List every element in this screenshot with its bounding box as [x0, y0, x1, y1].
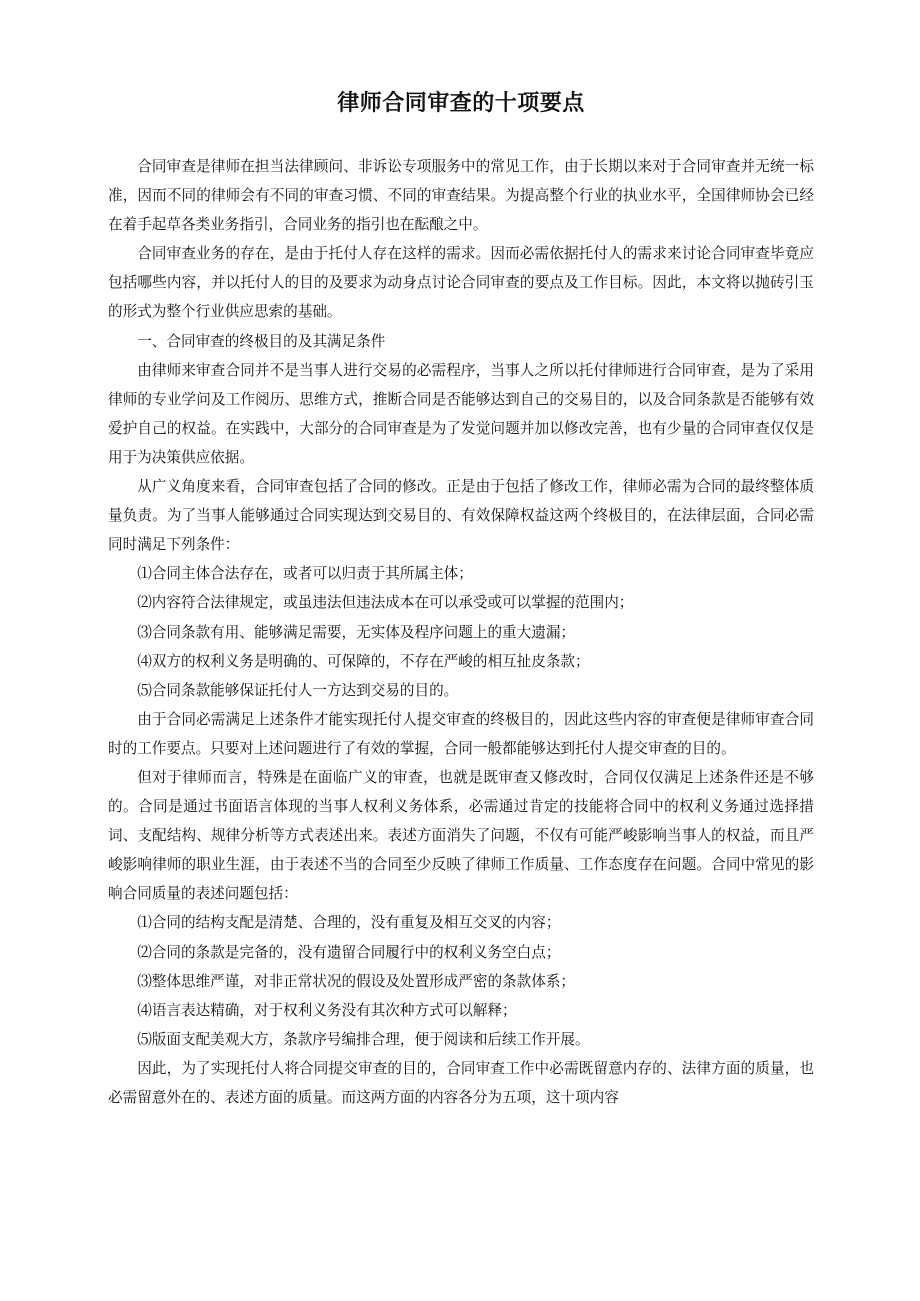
expression-issue-item: ⑶整体思维严谨，对非正常状况的假设及处置形成严密的条款体系；	[137, 972, 576, 990]
expression-issue-item: ⑴合同的结构支配是清楚、合理的，没有重复及相互交叉的内容；	[137, 914, 561, 932]
paragraph-broad-view: 从广义角度来看，合同审查包括了合同的修改。正是由于包括了修改工作，律师必需为合同的最终整体质量负责。为了当事人能够通过合同实现达到交易目的、有效保障权益这两个终极目的，在法律层面，合同必需同时满足下列条件：	[108, 478, 814, 554]
legal-condition-item: ⑶合同条款有用、能够满足需要，无实体及程序问题上的重大遗漏；	[137, 623, 576, 641]
document-body	[108, 152, 814, 1112]
legal-condition-item: ⑸合同条款能够保证托付人一方达到交易的目的。	[137, 681, 459, 699]
legal-condition-item: ⑵内容符合法律规定，或虽违法但违法成本在可以承受或可以掌握的范围内；	[137, 594, 634, 612]
paragraph-intro: 合同审查是律师在担当法律顾问、非诉讼专项服务中的常见工作，由于长期以来对于合同审查并无统一标准，因而不同的律师会有不同的审查习惯、不同的审查结果。为提高整个行业的执业水平，全国律师协会已经在着手起草各类业务指引，合同业务的指引也在酝酿之中。	[108, 158, 814, 234]
paragraph-conclusion: 因此，为了实现托付人将合同提交审查的目的，合同审查工作中必需既留意内存的、法律方面的质量，也必需留意外在的、表述方面的质量。而这两方面的内容各分为五项，这十项内容	[108, 1059, 814, 1106]
expression-issue-item: ⑵合同的条款是完备的，没有遗留合同履行中的权利义务空白点；	[137, 943, 561, 961]
document-page	[108, 86, 814, 1112]
section-heading: 一、合同审查的终极目的及其满足条件	[137, 332, 386, 350]
legal-condition-item: ⑴合同主体合法存在，或者可以归责于其所属主体；	[137, 565, 473, 583]
expression-issue-item: ⑷语言表达精确，对于权利义务没有其次种方式可以解释；	[137, 1001, 517, 1019]
paragraph-review-goal: 由律师来审查合同并不是当事人进行交易的必需程序，当事人之所以托付律师进行合同审查，是为了采用律师的专业学问及工作阅历、思维方式，推断合同是否能够达到自己的交易目的，以及合同条款是否能够有效爱护自己的权益。在实践中，大部分的合同审查是为了发觉问题并加以修改完善，也有少量的合同审查仅仅是用于为决策供应依据。	[108, 361, 814, 466]
paragraph-expression: 但对于律师而言，特殊是在面临广义的审查，也就是既审查又修改时，合同仅仅满足上述条件还是不够的。合同是通过书面语言体现的当事人权利义务体系，必需通过肯定的技能将合同中的权利义务通过选择措词、支配结构、规律分析等方式表述出来。表述方面消失了问题，不仅有可能严峻影响当事人的权益，而且严峻影响律师的职业生涯，由于表述不当的合同至少反映了律师工作质量、工作态度存在问题。合同中常见的影响合同质量的表述问题包括：	[108, 768, 814, 903]
expression-issue-item: ⑸版面支配美观大方，条款序号编排合理，便于阅读和后续工作开展。	[137, 1030, 590, 1048]
legal-condition-item: ⑷双方的权利义务是明确的、可保障的，不存在严峻的相互扯皮条款；	[137, 652, 590, 670]
paragraph-work-points: 由于合同必需满足上述条件才能实现托付人提交审查的终极目的，因此这些内容的审查便是律师审查合同时的工作要点。只要对上述问题进行了有效的掌握，合同一般都能够达到托付人提交审查的目的。	[108, 710, 814, 757]
paragraph-purpose: 合同审查业务的存在，是由于托付人存在这样的需求。因而必需依据托付人的需求来讨论合同审查毕竟应包括哪些内容，并以托付人的目的及要求为动身点讨论合同审查的要点及工作目标。因此，本文将以抛砖引玉的形式为整个行业供应思索的基础。	[108, 245, 814, 321]
document-title: 律师合同审查的十项要点	[337, 91, 585, 116]
